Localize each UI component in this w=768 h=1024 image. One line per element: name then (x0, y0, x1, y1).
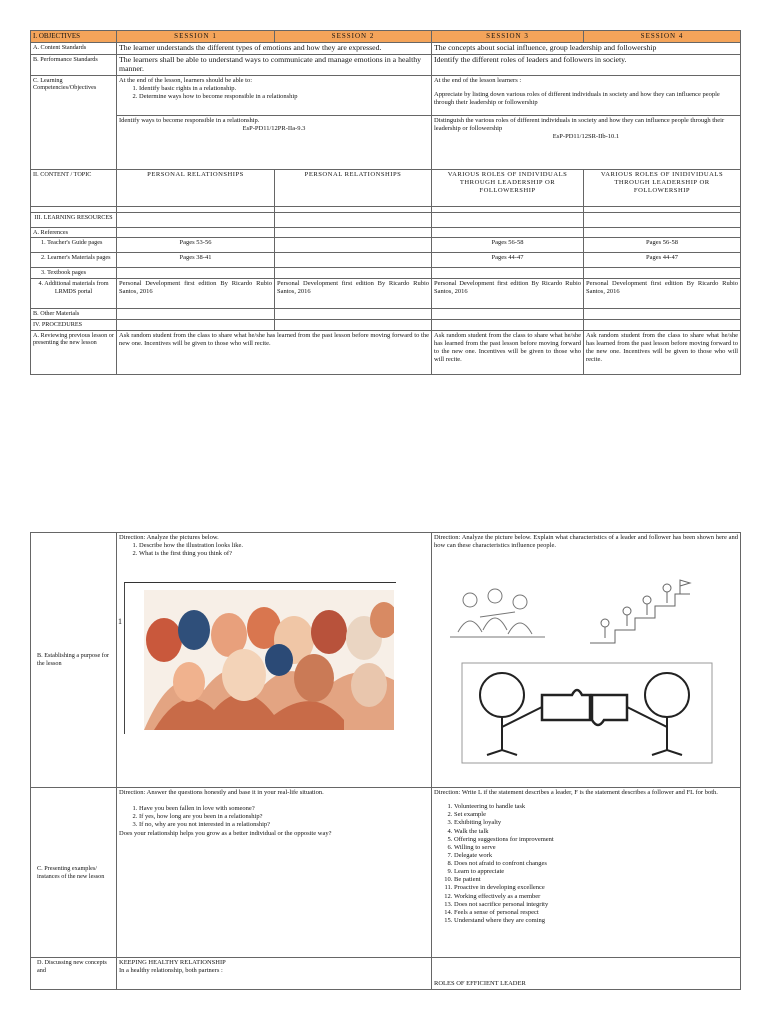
list-item: 2. Set example (454, 811, 738, 819)
list-item: 1. Have you been fallen in love with someone? (139, 805, 429, 813)
competencies-s34 (432, 75, 741, 115)
pages-s4: Pages 56-58 (584, 238, 741, 253)
cell-text: Distinguish the various roles of different individuals in society and how they can influence people through their leadership or followership (434, 116, 725, 132)
list-item: 1. Volunteering to handle task (454, 803, 738, 811)
procedures-row (31, 319, 741, 330)
objectives-header: I. OBJECTIVES (31, 31, 117, 43)
row-label: A. Reviewing previous lesson or presenting the new lesson (31, 330, 117, 374)
row-label: IV. PROCEDURES (31, 319, 117, 330)
frame-mark: 1 (118, 617, 122, 626)
row-label: B. Other Materials (31, 309, 117, 320)
competencies-s12 (117, 75, 432, 115)
learners-materials-row (31, 253, 741, 268)
session-4-header: SESSION 4 (584, 31, 741, 43)
row-label: D. Discussing new concepts and (31, 958, 117, 990)
competency-code: EsP-PD11/12PR-IIa-9.3 (242, 124, 306, 132)
reviewing-s3: Ask random student from the class to share what he/she has learned from the past lesson before moving forward to the new one. Incentives will be given to those who will recite. (432, 330, 584, 374)
row-label: 1. Teacher's Guide pages (31, 238, 117, 253)
teachers-guide-row (31, 238, 741, 253)
references-row (31, 227, 741, 238)
team-sketch-illustration (440, 582, 555, 646)
list-item: 3. Exhibiting loyalty (454, 819, 738, 827)
list-item: 14. Feels a sense of personal respect (454, 909, 738, 917)
leader-follower-list (434, 803, 738, 925)
textbook-row (31, 268, 741, 279)
materials-s3: Personal Development first edition By Ricardo Rubio Santos, 2016 (432, 279, 584, 309)
materials-s2: Personal Development first edition By Ricardo Rubio Santos, 2016 (275, 279, 432, 309)
list-item: 9. Learn to appreciate (454, 868, 738, 876)
list-item: 1. Identify basic rights in a relationship. (139, 85, 429, 93)
cell-text: Direction: Answer the questions honestly and base it in your real-life situation. (119, 789, 324, 796)
topic-s2: PERSONAL RELATIONSHIPS (275, 169, 432, 206)
cell-text: Identify ways to become responsible in a relationship. (119, 116, 260, 124)
pages-s1: Pages 38-41 (117, 253, 275, 268)
climbing-stairs-sketch (585, 578, 695, 648)
topic-s4: VARIOUS ROLES OF INIDIVIDUALS THROUGH LEADERSHIP OR FOLLOWERSHIP (584, 169, 741, 206)
pages-s3: Pages 44-47 (432, 253, 584, 268)
cell-text: Appreciate by listing down various roles of different individuals in society and how they can influence people through their leadership or followership (434, 90, 720, 106)
cell-text: Identify the different roles of leaders and followers in society. (432, 54, 741, 75)
cell-text: At the end of the lesson, learners should be able to: (119, 76, 253, 84)
lesson-plan-table-top (30, 30, 740, 375)
row-label: B. Performance Standards (31, 54, 117, 75)
other-materials-row (31, 309, 741, 320)
session-3-header: SESSION 3 (432, 31, 584, 43)
row-label: C. Presenting examples/ instances of the new lesson (31, 788, 117, 958)
competencies-s34-second (432, 115, 741, 169)
cell-text: Direction: Analyze the pictures below. (119, 534, 219, 541)
presenting-row (31, 788, 741, 958)
row-label: C. Learning Competencies/Objectives (31, 75, 117, 169)
purpose-s34: Direction: Analyze the picture below. Explain what characteristics of a leader and follower has been shown here and how can these characteristics influence people. (432, 533, 741, 788)
cell-text: Does your relationship helps you grow as a better individual or the opposite way? (119, 829, 332, 837)
row-label: 4. Additional materials from LRMDS portal (31, 279, 117, 309)
cell-text: Direction: Write L if the statement describes a leader, F is the statement describes a follower and FL for both. (434, 789, 718, 796)
session-2-header: SESSION 2 (275, 31, 432, 43)
list-item: 5. Offering suggestions for improvement (454, 836, 738, 844)
additional-materials-row (31, 279, 741, 309)
list-item: 13. Does not sacrifice personal integrity (454, 901, 738, 909)
row-label: 2. Learner's Materials pages (31, 253, 117, 268)
row-label: B. Establishing a purpose for the lesson (31, 533, 117, 788)
list-item: 12. Working effectively as a member (454, 893, 738, 901)
reviewing-row (31, 330, 741, 374)
list-item: 15. Understand where they are coming (454, 917, 738, 925)
cell-text: The concepts about social influence, group leadership and followership (432, 42, 741, 54)
row-label: A. Content Standards (31, 42, 117, 54)
list-item: 7. Delegate work (454, 852, 738, 860)
list-item: 11. Proactive in developing excellence (454, 884, 738, 892)
reviewing-s4: Ask random student from the class to share what he/she has learned from the past lesson before moving forward to the new one. Incentives will be given to those who will recite. (584, 330, 741, 374)
discussing-s34: ROLES OF EFFICIENT LEADER (432, 958, 741, 990)
materials-s4: Personal Development first edition By Ricardo Rubio Santos, 2016 (584, 279, 741, 309)
reviewing-s12: Ask random student from the class to share what he/she has learned from the past lesson before moving forward to the new one. Incentives will be given to those who will recite. (117, 330, 432, 374)
list-item: 2. Determine ways how to become responsible in a relationship (139, 93, 429, 101)
pages-s3: Pages 56-58 (432, 238, 584, 253)
list-item: 1. Describe how the illustration looks like. (139, 542, 429, 550)
row-label: 3. Textbook pages (31, 268, 117, 279)
list-item: 3. If no, why are you not interested in a relationship? (139, 821, 429, 829)
row-label: II. CONTENT / TOPIC (31, 169, 117, 206)
cell-text: At the end of the lesson learners : (434, 76, 522, 84)
content-standards-row (31, 42, 741, 54)
cell-text: The learners shall be able to understand ways to communicate and manage emotions in a healthy manner. (117, 54, 432, 75)
header-row (31, 31, 741, 43)
discussing-s12 (117, 958, 432, 990)
session-1-header: SESSION 1 (117, 31, 275, 43)
competencies-s12-second (117, 115, 432, 169)
pages-s4: Pages 44-47 (584, 253, 741, 268)
list-item: 6. Willing to serve (454, 844, 738, 852)
list-item: 2. If yes, how long are you been in a relationship? (139, 813, 429, 821)
pages-s1: Pages 53-56 (117, 238, 275, 253)
cell-text: The learner understands the different types of emotions and how they are expressed. (117, 42, 432, 54)
list-item: 10. Be patient (454, 876, 738, 884)
topic-s1: PERSONAL RELATIONSHIPS (117, 169, 275, 206)
competencies-row-b (31, 115, 741, 169)
list-item: 8. Does not afraid to confront changes (454, 860, 738, 868)
competencies-row-a (31, 75, 741, 115)
presenting-s34 (432, 788, 741, 958)
topic-s3: VARIOUS ROLES OF INDIVIDUALS THROUGH LEADERSHIP OR FOLLOWERSHIP (432, 169, 584, 206)
row-label: III. LEARNING RESOURCES (31, 212, 117, 227)
materials-s1: Personal Development first edition By Ricardo Rubio Santos, 2016 (117, 279, 275, 309)
discussing-row (31, 958, 741, 990)
cell-text: In a healthy relationship, both partners : (119, 967, 223, 975)
row-label: A. References (31, 227, 117, 238)
competency-code: EsP-PD11/12SR-IIb-10.1 (552, 132, 620, 140)
presenting-s12 (117, 788, 432, 958)
content-topic-row (31, 169, 741, 206)
puzzle-pieces-sketch (432, 655, 737, 770)
performance-standards-row (31, 54, 741, 75)
learning-resources-row (31, 212, 741, 227)
list-item: 4. Walk the talk (454, 828, 738, 836)
cell-text: KEEPING HEALTHY RELATIONSHIP (119, 959, 226, 966)
people-crowd-illustration (144, 590, 394, 730)
list-item: 2. What is the first thing you think of? (139, 550, 429, 558)
